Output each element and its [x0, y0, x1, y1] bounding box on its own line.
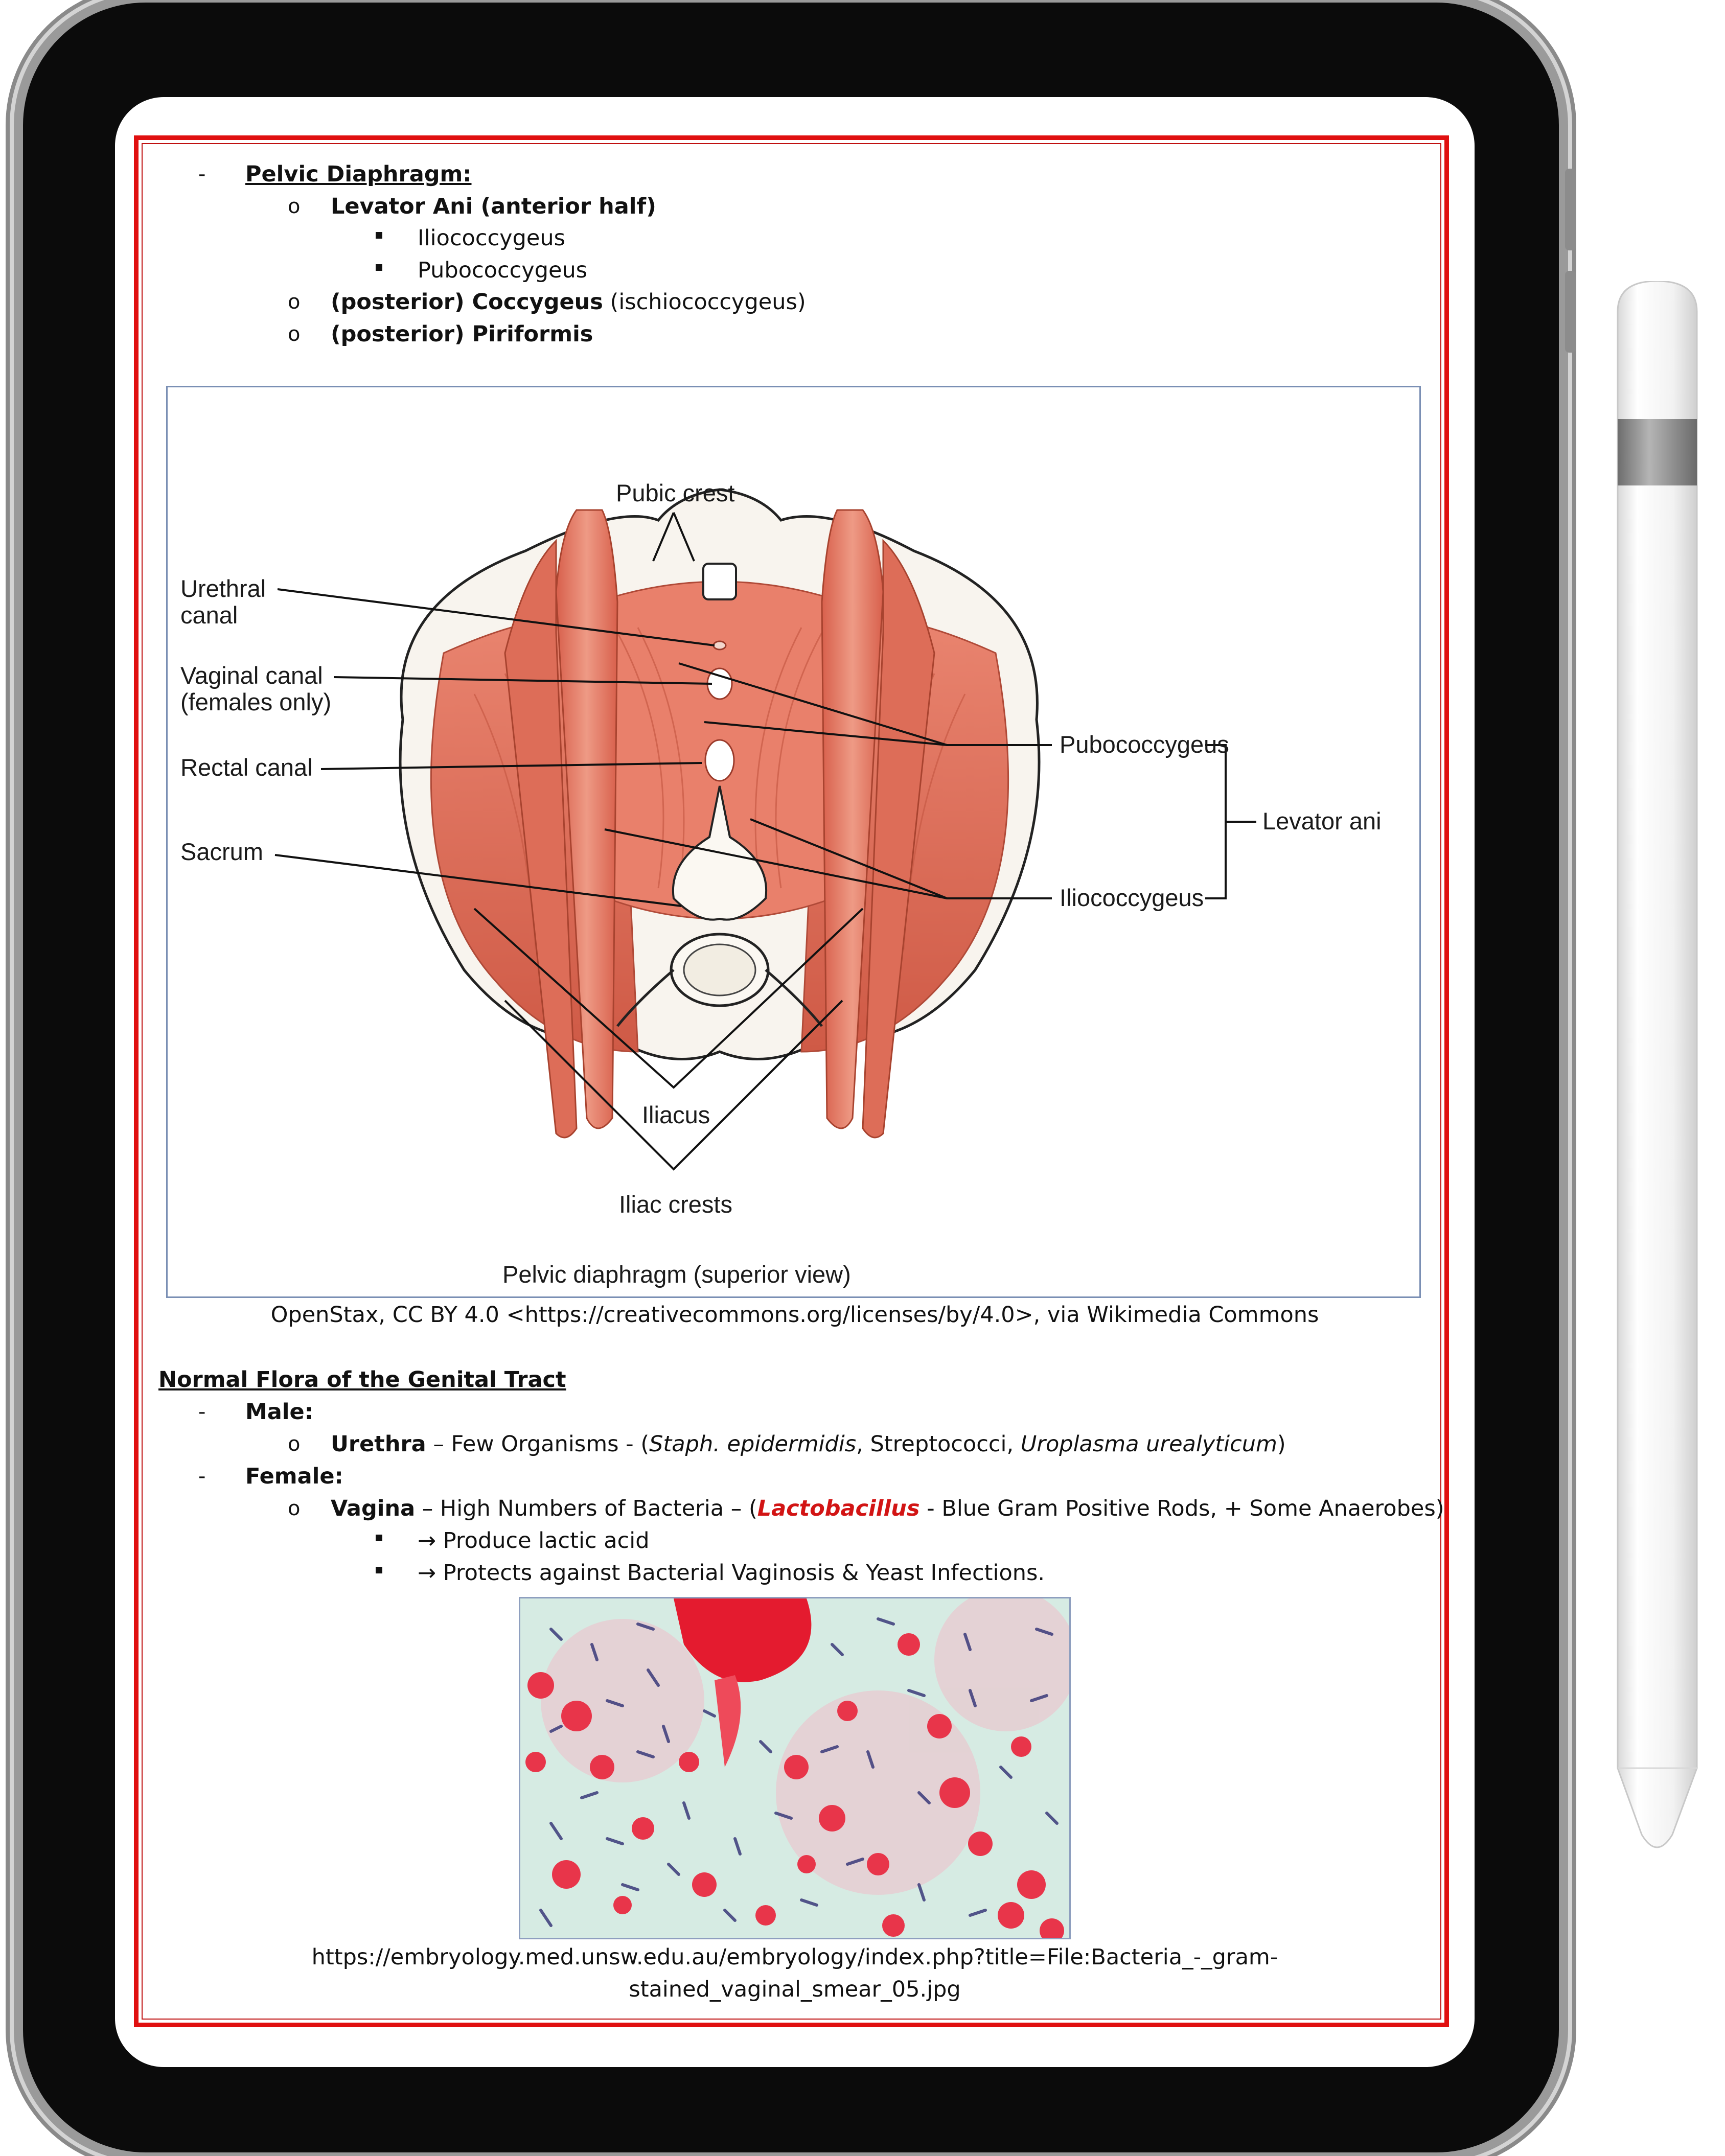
pubococcygeus-item: Pubococcygeus — [418, 258, 588, 283]
smear-credit-line1: https://embryology.med.unsw.edu.au/embryology/index.php?title=File:Bacteria_-_gram- — [311, 1944, 1278, 1970]
circle-bullet: o — [288, 290, 301, 314]
pelvic-diaphragm-illustration — [168, 387, 1419, 1296]
piriformis-item: (posterior) Piriformis — [331, 321, 593, 347]
figure-title: Pelvic diaphragm (superior view) — [502, 1261, 851, 1288]
urethral-opening — [714, 641, 726, 650]
circle-bullet: o — [288, 1432, 301, 1456]
label-urethral-2: canal — [180, 601, 238, 629]
dash-bullet: - — [198, 1465, 206, 1488]
circle-bullet: o — [288, 195, 301, 218]
coccygeus-item: (posterior) Coccygeus (ischiococcygeus) — [331, 289, 806, 315]
levator-ani-item: Levator Ani (anterior half) — [331, 194, 656, 219]
square-bullet — [376, 1535, 382, 1541]
square-bullet — [376, 1567, 382, 1573]
dash-bullet: - — [198, 1400, 206, 1424]
gram-stained-smear-image — [519, 1597, 1071, 1939]
document-page — [115, 97, 1475, 2067]
apple-pencil — [1615, 281, 1699, 1860]
label-vaginal-2: (females only) — [180, 688, 332, 715]
volume-down-button[interactable] — [1565, 271, 1576, 353]
tablet-screen — [115, 97, 1475, 2067]
label-rectal: Rectal canal — [180, 754, 313, 781]
smear-credit-line2: stained_vaginal_smear_05.jpg — [629, 1977, 961, 2002]
pelvic-diaphragm-figure — [166, 386, 1421, 1298]
label-urethral-1: Urethral — [180, 575, 266, 602]
pubic-symphysis — [703, 564, 736, 599]
label-sacrum: Sacrum — [180, 838, 263, 865]
label-iliococcygeus: Iliococcygeus — [1060, 884, 1204, 911]
male-heading: Male: — [245, 1399, 313, 1425]
vagina-item: Vagina – High Numbers of Bacteria – (Lactobacillus - Blue Gram Positive Rods, + Some Anaerobes) — [331, 1496, 1444, 1521]
iliococcygeus-item: Iliococcygeus — [418, 225, 565, 251]
section-heading-normal-flora: Normal Flora of the Genital Tract — [158, 1367, 566, 1393]
circle-bullet: o — [288, 1497, 301, 1520]
urethra-item: Urethra – Few Organisms - (Staph. epidermidis, Streptococci, Uroplasma urealyticum) — [331, 1431, 1286, 1457]
label-vaginal-1: Vaginal canal — [180, 662, 323, 689]
label-pubococcygeus: Pubococcygeus — [1060, 731, 1229, 758]
figure1-credit: OpenStax, CC BY 4.0 <https://creativecommons.org/licenses/by/4.0>, via Wikimedia Commons — [270, 1302, 1319, 1328]
label-levator-ani: Levator ani — [1262, 807, 1382, 834]
label-iliacus: Iliacus — [642, 1101, 710, 1128]
dash-bullet: - — [198, 163, 206, 186]
square-bullet — [376, 232, 382, 239]
square-bullet — [376, 264, 382, 271]
label-pubic-crest: Pubic crest — [616, 479, 735, 506]
rectal-opening — [705, 740, 734, 781]
lactic-acid-point: → Produce lactic acid — [418, 1528, 650, 1554]
female-heading: Female: — [245, 1464, 343, 1489]
protection-point: → Protects against Bacterial Vaginosis & Yeast Infections. — [418, 1560, 1045, 1586]
volume-up-button[interactable] — [1565, 169, 1576, 250]
section-heading-pelvic-diaphragm: Pelvic Diaphragm: — [245, 161, 472, 187]
circle-bullet: o — [288, 322, 301, 346]
label-iliac-crests: Iliac crests — [619, 1191, 732, 1218]
